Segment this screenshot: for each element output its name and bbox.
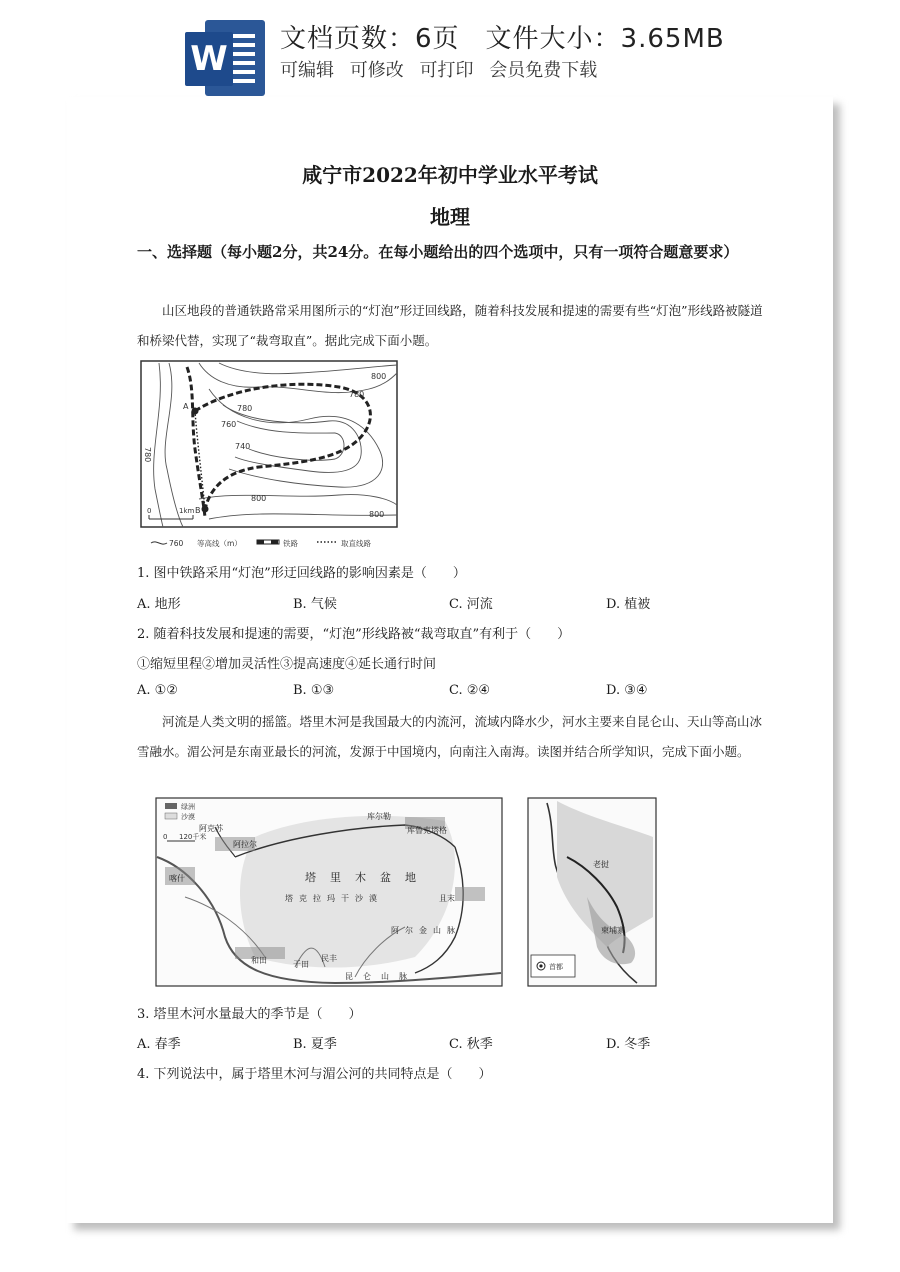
feature-editable: 可编辑 (280, 60, 334, 81)
q1-option-d[interactable]: D. 植被 (606, 597, 651, 612)
svg-text:1km: 1km (179, 507, 195, 515)
q2-option-c[interactable]: C. ②④ (449, 683, 491, 698)
question-4-stem: 4. 下列说法中，属于塔里木河与湄公河的共同特点是（ ） (137, 1067, 492, 1082)
contour-label: 740 (235, 442, 251, 451)
place-label: 且末 (439, 894, 455, 903)
place-label: 阿拉尔 (233, 840, 257, 849)
place-label: 塔里木盆地 (305, 871, 430, 884)
download-banner (0, 0, 900, 100)
feature-member-download: 会员免费下载 (489, 60, 598, 81)
q3-option-b[interactable]: B. 夏季 (293, 1037, 337, 1052)
feature-list (280, 56, 607, 82)
exam-subject: 地理 (430, 205, 470, 229)
contour-label: 780 (143, 447, 152, 463)
place-label: 塔克拉玛干沙漠 (285, 894, 383, 903)
place-label: 民丰 (321, 954, 337, 963)
place-label: 于田 (293, 960, 309, 969)
document-page (67, 97, 833, 1223)
place-label: 阿尔金山脉 (391, 926, 461, 935)
passage-railway: 山区地段的普通铁路常采用图所示的“灯泡”形迂回线路，随着科技发展和提速的需要有些“灯泡”形线路被隧道和桥梁代替，实现了“裁弯取直”。据此完成下面小题。 (137, 303, 763, 348)
passage-rivers: 河流是人类文明的摇篮。塔里木河是我国最大的内流河，流域内降水少，河水主要来自昆仑山、天山等高山冰雪融水。湄公河是东南亚最长的河流，发源于中国境内，向南注入南海。读图并结合所学知识，完成下面小题。 (137, 714, 763, 759)
place-label: 昆仑山脉 (345, 972, 417, 981)
map-legend (151, 538, 371, 548)
file-size: 文件大小：3.65MB (485, 24, 725, 54)
place-label: 和田 (251, 956, 267, 965)
svg-text:0: 0 (147, 507, 152, 515)
exam-title: 咸宁市2022年初中学业水平考试 (302, 163, 598, 187)
place-label: 库尔勒 (367, 812, 391, 821)
place-label: 老挝 (593, 860, 609, 869)
feature-printable: 可打印 (419, 60, 474, 81)
contour-label: 780 (237, 404, 253, 413)
question-1-stem: 1. 图中铁路采用“灯泡”形迂回线路的影响因素是（ ） (137, 566, 466, 581)
q3-option-a[interactable]: A. 春季 (137, 1037, 181, 1052)
svg-text:0: 0 (163, 833, 168, 841)
svg-text:绿洲: 绿洲 (181, 803, 195, 811)
map3-legend (531, 955, 575, 977)
q2-option-a[interactable]: A. ①② (137, 683, 178, 698)
q2-option-d[interactable]: D. ③④ (606, 683, 648, 698)
point-a-label: A (183, 402, 189, 411)
contour-label: 760 (221, 420, 237, 429)
tarim-river-map (155, 797, 503, 987)
question-2-stem: 2. 随着科技发展和提速的需要，“灯泡”形线路被“裁弯取直”有利于（ ） (137, 627, 571, 642)
svg-text:沙漠: 沙漠 (181, 813, 195, 821)
word-document-icon: W (185, 20, 265, 96)
section-heading: 一、选择题（每小题2分，共24分。在每小题给出的四个选项中，只有一项符合题意要求） (137, 243, 739, 261)
place-label: 库鲁克塔格 (407, 826, 447, 835)
point-b-label: B (195, 506, 201, 515)
file-info (280, 18, 725, 55)
place-label: 柬埔寨 (601, 926, 625, 935)
svg-text:首都: 首都 (549, 963, 563, 971)
contour-label: 780 (349, 390, 365, 399)
feature-modifiable: 可修改 (349, 60, 404, 81)
svg-text:取直线路: 取直线路 (341, 539, 371, 548)
q1-option-a[interactable]: A. 地形 (137, 597, 181, 612)
contour-label: 800 (251, 494, 267, 503)
svg-text:120千米: 120千米 (179, 833, 207, 841)
contour-label: 800 (371, 372, 387, 381)
q3-option-d[interactable]: D. 冬季 (606, 1037, 651, 1052)
q1-option-b[interactable]: B. 气候 (293, 597, 337, 612)
mekong-river-map (527, 797, 657, 987)
place-label: 喀什 (169, 874, 185, 883)
q1-option-c[interactable]: C. 河流 (449, 597, 493, 612)
page-count: 文档页数：6页 (280, 24, 460, 54)
contour-label: 800 (369, 510, 385, 519)
place-label: 阿克苏 (199, 824, 223, 833)
q3-option-c[interactable]: C. 秋季 (449, 1037, 493, 1052)
railway-contour-map (139, 359, 405, 553)
q2-option-b[interactable]: B. ①③ (293, 683, 335, 698)
svg-text:铁路: 铁路 (283, 539, 298, 548)
svg-text:760: 760 (169, 539, 184, 548)
question-2-choices: ①缩短里程②增加灵活性③提高速度④延长通行时间 (137, 657, 437, 672)
question-3-stem: 3. 塔里木河水量最大的季节是（ ） (137, 1007, 362, 1022)
svg-text:等高线（m）: 等高线（m） (197, 539, 242, 548)
